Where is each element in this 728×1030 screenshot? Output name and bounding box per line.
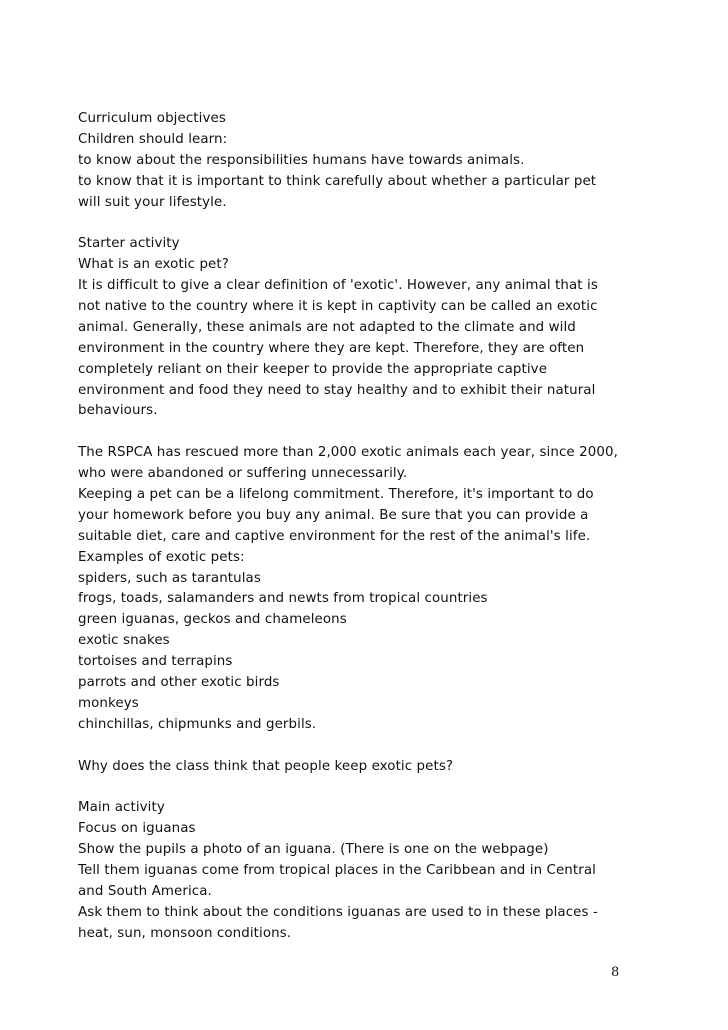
text-line: environment and food they need to stay healthy and to exhibit their natural: [78, 382, 596, 398]
text-line: environment in the country where they are kept. Therefore, they are often: [78, 340, 585, 356]
text-line: Focus on iguanas: [78, 821, 196, 837]
page-number: 8: [611, 965, 620, 980]
blank-line: [78, 422, 658, 443]
heading-curriculum-objectives: Curriculum objectives: [78, 111, 226, 126]
list-item: spiders, such as tarantulas: [78, 570, 261, 586]
text-line: to know about the responsibilities humans have towards animals.: [78, 152, 525, 168]
list-item: chinchillas, chipmunks and gerbils.: [78, 716, 317, 732]
text-line: animal. Generally, these animals are not adapted to the climate and wild: [78, 319, 576, 335]
text-line: not native to the country where it is kept in captivity can be called an exotic: [78, 299, 598, 315]
text-line: It is difficult to give a clear definition of 'exotic'. However, any animal that is: [78, 278, 598, 294]
text-line: Show the pupils a photo of an iguana. (There is one on the webpage): [78, 842, 549, 858]
blank-line: [78, 778, 658, 799]
text-line: and South America.: [78, 883, 212, 899]
text-line: completely reliant on their keeper to provide the appropriate captive: [78, 361, 548, 377]
text-line: suitable diet, care and captive environment for the rest of the animal's life.: [78, 528, 591, 544]
text-line: Why does the class think that people keep exotic pets?: [78, 758, 454, 774]
list-item: frogs, toads, salamanders and newts from tropical countries: [78, 591, 488, 607]
text-line: behaviours.: [78, 403, 158, 419]
list-item: green iguanas, geckos and chameleons: [78, 612, 347, 628]
text-line: What is an exotic pet?: [78, 257, 229, 273]
text-line: Tell them iguanas come from tropical places in the Caribbean and in Central: [78, 863, 596, 879]
list-item: monkeys: [78, 695, 139, 711]
text-line: The RSPCA has rescued more than 2,000 exotic animals each year, since 2000,: [78, 445, 618, 461]
document-body: [78, 109, 658, 945]
text-line: heat, sun, monsoon conditions.: [78, 925, 292, 941]
text-line: will suit your lifestyle.: [78, 194, 227, 210]
heading-main-activity: Main activity: [78, 800, 165, 816]
text-line: Keeping a pet can be a lifelong commitment. Therefore, it's important to do: [78, 487, 594, 503]
text-line: to know that it is important to think carefully about whether a particular pet: [78, 173, 597, 189]
list-item: exotic snakes: [78, 633, 170, 649]
list-item: tortoises and terrapins: [78, 654, 233, 670]
heading-starter-activity: Starter activity: [78, 236, 180, 252]
text-line: Ask them to think about the conditions iguanas are used to in these places -: [78, 904, 598, 920]
blank-line: [78, 213, 658, 234]
text-line: who were abandoned or suffering unnecessarily.: [78, 466, 408, 482]
text-line: your homework before you buy any animal. Be sure that you can provide a: [78, 507, 589, 523]
list-item: parrots and other exotic birds: [78, 675, 280, 691]
text-line: Examples of exotic pets:: [78, 549, 245, 565]
blank-line: [78, 736, 658, 757]
text-line: Children should learn:: [78, 131, 228, 147]
